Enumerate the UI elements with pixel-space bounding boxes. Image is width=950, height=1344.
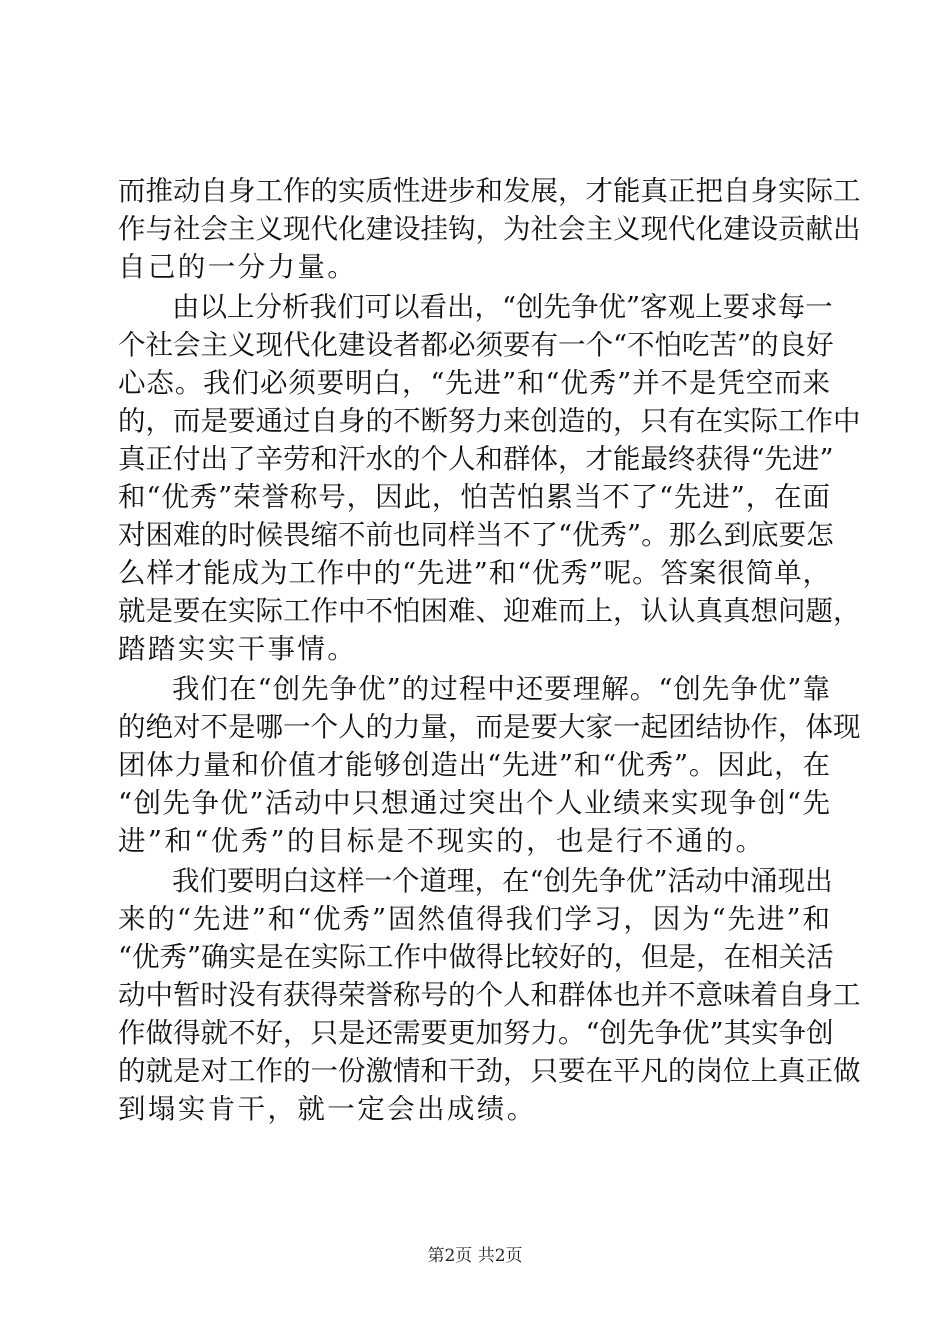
- text-line: “创先争优”活动中只想通过突出个人业绩来实现争创“先: [118, 787, 830, 819]
- text-line: 的，而是要通过自身的不断努力来创造的，只有在实际工作中: [118, 405, 861, 437]
- text-line: 到塌实肯干，就一定会出成绩。: [118, 1093, 537, 1125]
- paragraph-first-line: 我们在“创先争优”的过程中还要理解。“创先争优”靠: [172, 673, 830, 705]
- text-line: 和“优秀”荣誉称号，因此，怕苦怕累当不了“先进”，在面: [118, 481, 830, 513]
- text-line: 团体力量和价值才能够创造出“先进”和“优秀”。因此，在: [118, 749, 830, 781]
- text-line: 个社会主义现代化建设者都必须要有一个“不怕吃苦”的良好: [118, 329, 834, 361]
- text-line: 么样才能成为工作中的“先进”和“优秀”呢。答案很简单，: [118, 557, 830, 589]
- text-line: “优秀”确实是在实际工作中做得比较好的，但是，在相关活: [118, 941, 834, 973]
- paragraph-first-line: 我们要明白这样一个道理，在“创先争优”活动中涌现出: [172, 865, 833, 897]
- text-line: 对困难的时候畏缩不前也同样当不了“优秀”。那么到底要怎: [118, 519, 834, 551]
- text-line: 真正付出了辛劳和汗水的个人和群体，才能最终获得“先进”: [118, 443, 834, 475]
- text-line: 踏踏实实干事情。: [118, 633, 358, 665]
- text-line: 的绝对不是哪一个人的力量，而是要大家一起团结协作，体现: [118, 711, 861, 743]
- text-line: 作做得就不好，只是还需要更加努力。“创先争优”其实争创: [118, 1017, 834, 1049]
- text-line: 进”和“优秀”的目标是不现实的，也是行不通的。: [118, 825, 766, 857]
- page-number-footer: 第2页 共2页: [427, 1246, 523, 1266]
- text-line: 心态。我们必须要明白，“先进”和“优秀”并不是凭空而来: [118, 367, 830, 399]
- text-line: 作与社会主义现代化建设挂钩，为社会主义现代化建设贡献出: [118, 213, 861, 245]
- paragraph-first-line: 由以上分析我们可以看出，“创先争优”客观上要求每一: [172, 291, 833, 323]
- text-line: 动中暂时没有获得荣誉称号的个人和群体也并不意味着自身工: [118, 979, 861, 1011]
- text-line: 的就是对工作的一份激情和干劲，只要在平凡的岗位上真正做: [118, 1055, 861, 1087]
- text-line: 就是要在实际工作中不怕困难、迎难而上，认认真真想问题，: [118, 595, 861, 627]
- text-line: 而推动自身工作的实质性进步和发展，才能真正把自身实际工: [118, 175, 861, 207]
- text-line: 来的“先进”和“优秀”固然值得我们学习，因为“先进”和: [118, 903, 830, 935]
- text-line: 自己的一分力量。: [118, 251, 358, 283]
